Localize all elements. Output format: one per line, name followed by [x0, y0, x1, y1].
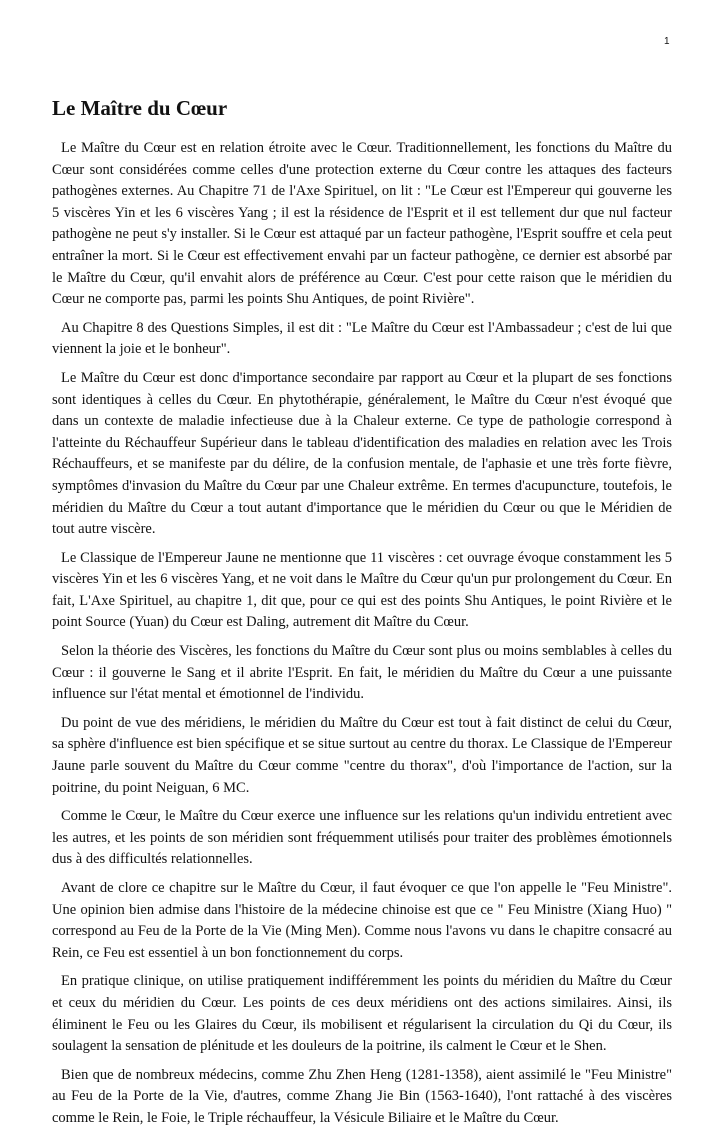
paragraph: Au Chapitre 8 des Questions Simples, il est dit : "Le Maître du Cœur est l'Ambassadeur ; c'est de lui que viennent la joie et le bonheur". — [52, 319, 672, 358]
paragraph: Le Classique de l'Empereur Jaune ne mentionne que 11 viscères : cet ouvrage évoque constamment les 5 viscères Yin et les 6 viscères Yang, et ne voit dans le Maître du Cœur qu'un pur prolongement du Cœur. En fait, L'Axe Spirituel, au chapitre 1, dit que, pour ce qui est des points Shu Antiques, le point Rivière et le point Source (Yuan) du Cœur est Daling, autrement dit Maître du Cœur. — [52, 549, 672, 631]
paragraph: En pratique clinique, on utilise pratiquement indifféremment les points du méridien du Maître du Cœur et ceux du méridien du Cœur. Les points de ces deux méridiens ont des actions similaires. Ainsi, ils éliminent le Feu ou les Glaires du Cœur, ils mobilisent et régularisent la circulation du Qi du Cœur, ils soulagent la sensation de plénitude et les douleurs de la poitrine, ils calment le Cœur et le Shen. — [52, 973, 672, 1055]
page-number: 1 — [664, 36, 670, 47]
paragraph: Du point de vue des méridiens, le méridien du Maître du Cœur est tout à fait distinct de celui du Cœur, sa sphère d'influence est bien spécifique et se situe surtout au centre du thorax. Le Classique de l'Empereur Jaune parle souvent du Maître du Cœur comme "centre du thorax", d'où l'importance de l'action, sur la poitrine, du point Neiguan, 6 MC. — [52, 714, 672, 796]
document-body — [52, 138, 672, 1137]
paragraph: Bien que de nombreux médecins, comme Zhu Zhen Heng (1281-1358), aient assimilé le "Feu Ministre" au Feu de la Porte de la Vie, d'autres, comme Zhang Jie Bin (1563-1640), l'ont rattaché à des viscères comme le Rein, le Foie, le Triple réchauffeur, la Vésicule Biliaire et le Maître du Cœur. — [52, 1066, 672, 1126]
paragraph: Le Maître du Cœur est donc d'importance secondaire par rapport au Cœur et la plupart de ses fonctions sont identiques à celles du Cœur. En phytothérapie, généralement, le Maître du Cœur n'est évoqué que dans un contexte de maladie infectieuse due à la Chaleur externe. Ce type de pathologie correspond à l'atteinte du Réchauffeur Supérieur dans le tableau d'identification des maladies en relation avec les Trois Réchauffeurs, et se manifeste par du délire, de la confusion mentale, de l'aphasie et une très forte fièvre, symptômes d'invasion du Maître du Cœur par une Chaleur extrême. En termes d'acupuncture, toutefois, le méridien du Maître du Cœur a tout autant d'importance que le méridien du Cœur ou que le Méridien de tout autre viscère. — [52, 369, 672, 538]
paragraph: Comme le Cœur, le Maître du Cœur exerce une influence sur les relations qu'un individu entretient avec les autres, et les points de son méridien sont fréquemment utilisés pour traiter des problèmes émotionnels dus à des difficultés relationnelles. — [52, 808, 672, 868]
paragraph: Le Maître du Cœur est en relation étroite avec le Cœur. Traditionnellement, les fonctions du Maître du Cœur sont considérées comme celles d'une protection externe du Cœur contre les attaques des facteurs pathogènes externes. Au Chapitre 71 de l'Axe Spirituel, on lit : "Le Cœur est l'Empereur qui gouverne les 5 viscères Yin et les 6 viscères Yang ; il est la résidence de l'Esprit et il est tellement dur que nul facteur pathogène ne peut s'y installer. Si le Cœur est attaqué par un facteur pathogène, l'Esprit souffre et cela peut entraîner la mort. Si le Cœur est effectivement envahi par un facteur pathogène, ce dernier est absorbé par le Maître du Cœur, qu'il envahit alors de préférence au Cœur. C'est pour cette raison que le méridien du Cœur ne comporte pas, parmi les points Shu Antiques, de point Rivière". — [52, 140, 672, 308]
paragraph: Avant de clore ce chapitre sur le Maître du Cœur, il faut évoquer ce que l'on appelle le "Feu Ministre". Une opinion bien admise dans l'histoire de la médecine chinoise est que ce " Feu Ministre (Xiang Huo) " correspond au Feu de la Porte de la Vie (Ming Men). Comme nous l'avons vu dans le chapitre consacré au Rein, ce Feu est essentiel à un bon fonctionnement du corps. — [52, 880, 672, 961]
paragraph: Selon la théorie des Viscères, les fonctions du Maître du Cœur sont plus ou moins semblables à celles du Cœur : il gouverne le Sang et il abrite l'Esprit. En fait, le méridien du Maître du Cœur a une puissante influence sur l'état mental et émotionnel de l'individu. — [52, 643, 672, 703]
page-title: Le Maître du Cœur — [52, 96, 228, 120]
